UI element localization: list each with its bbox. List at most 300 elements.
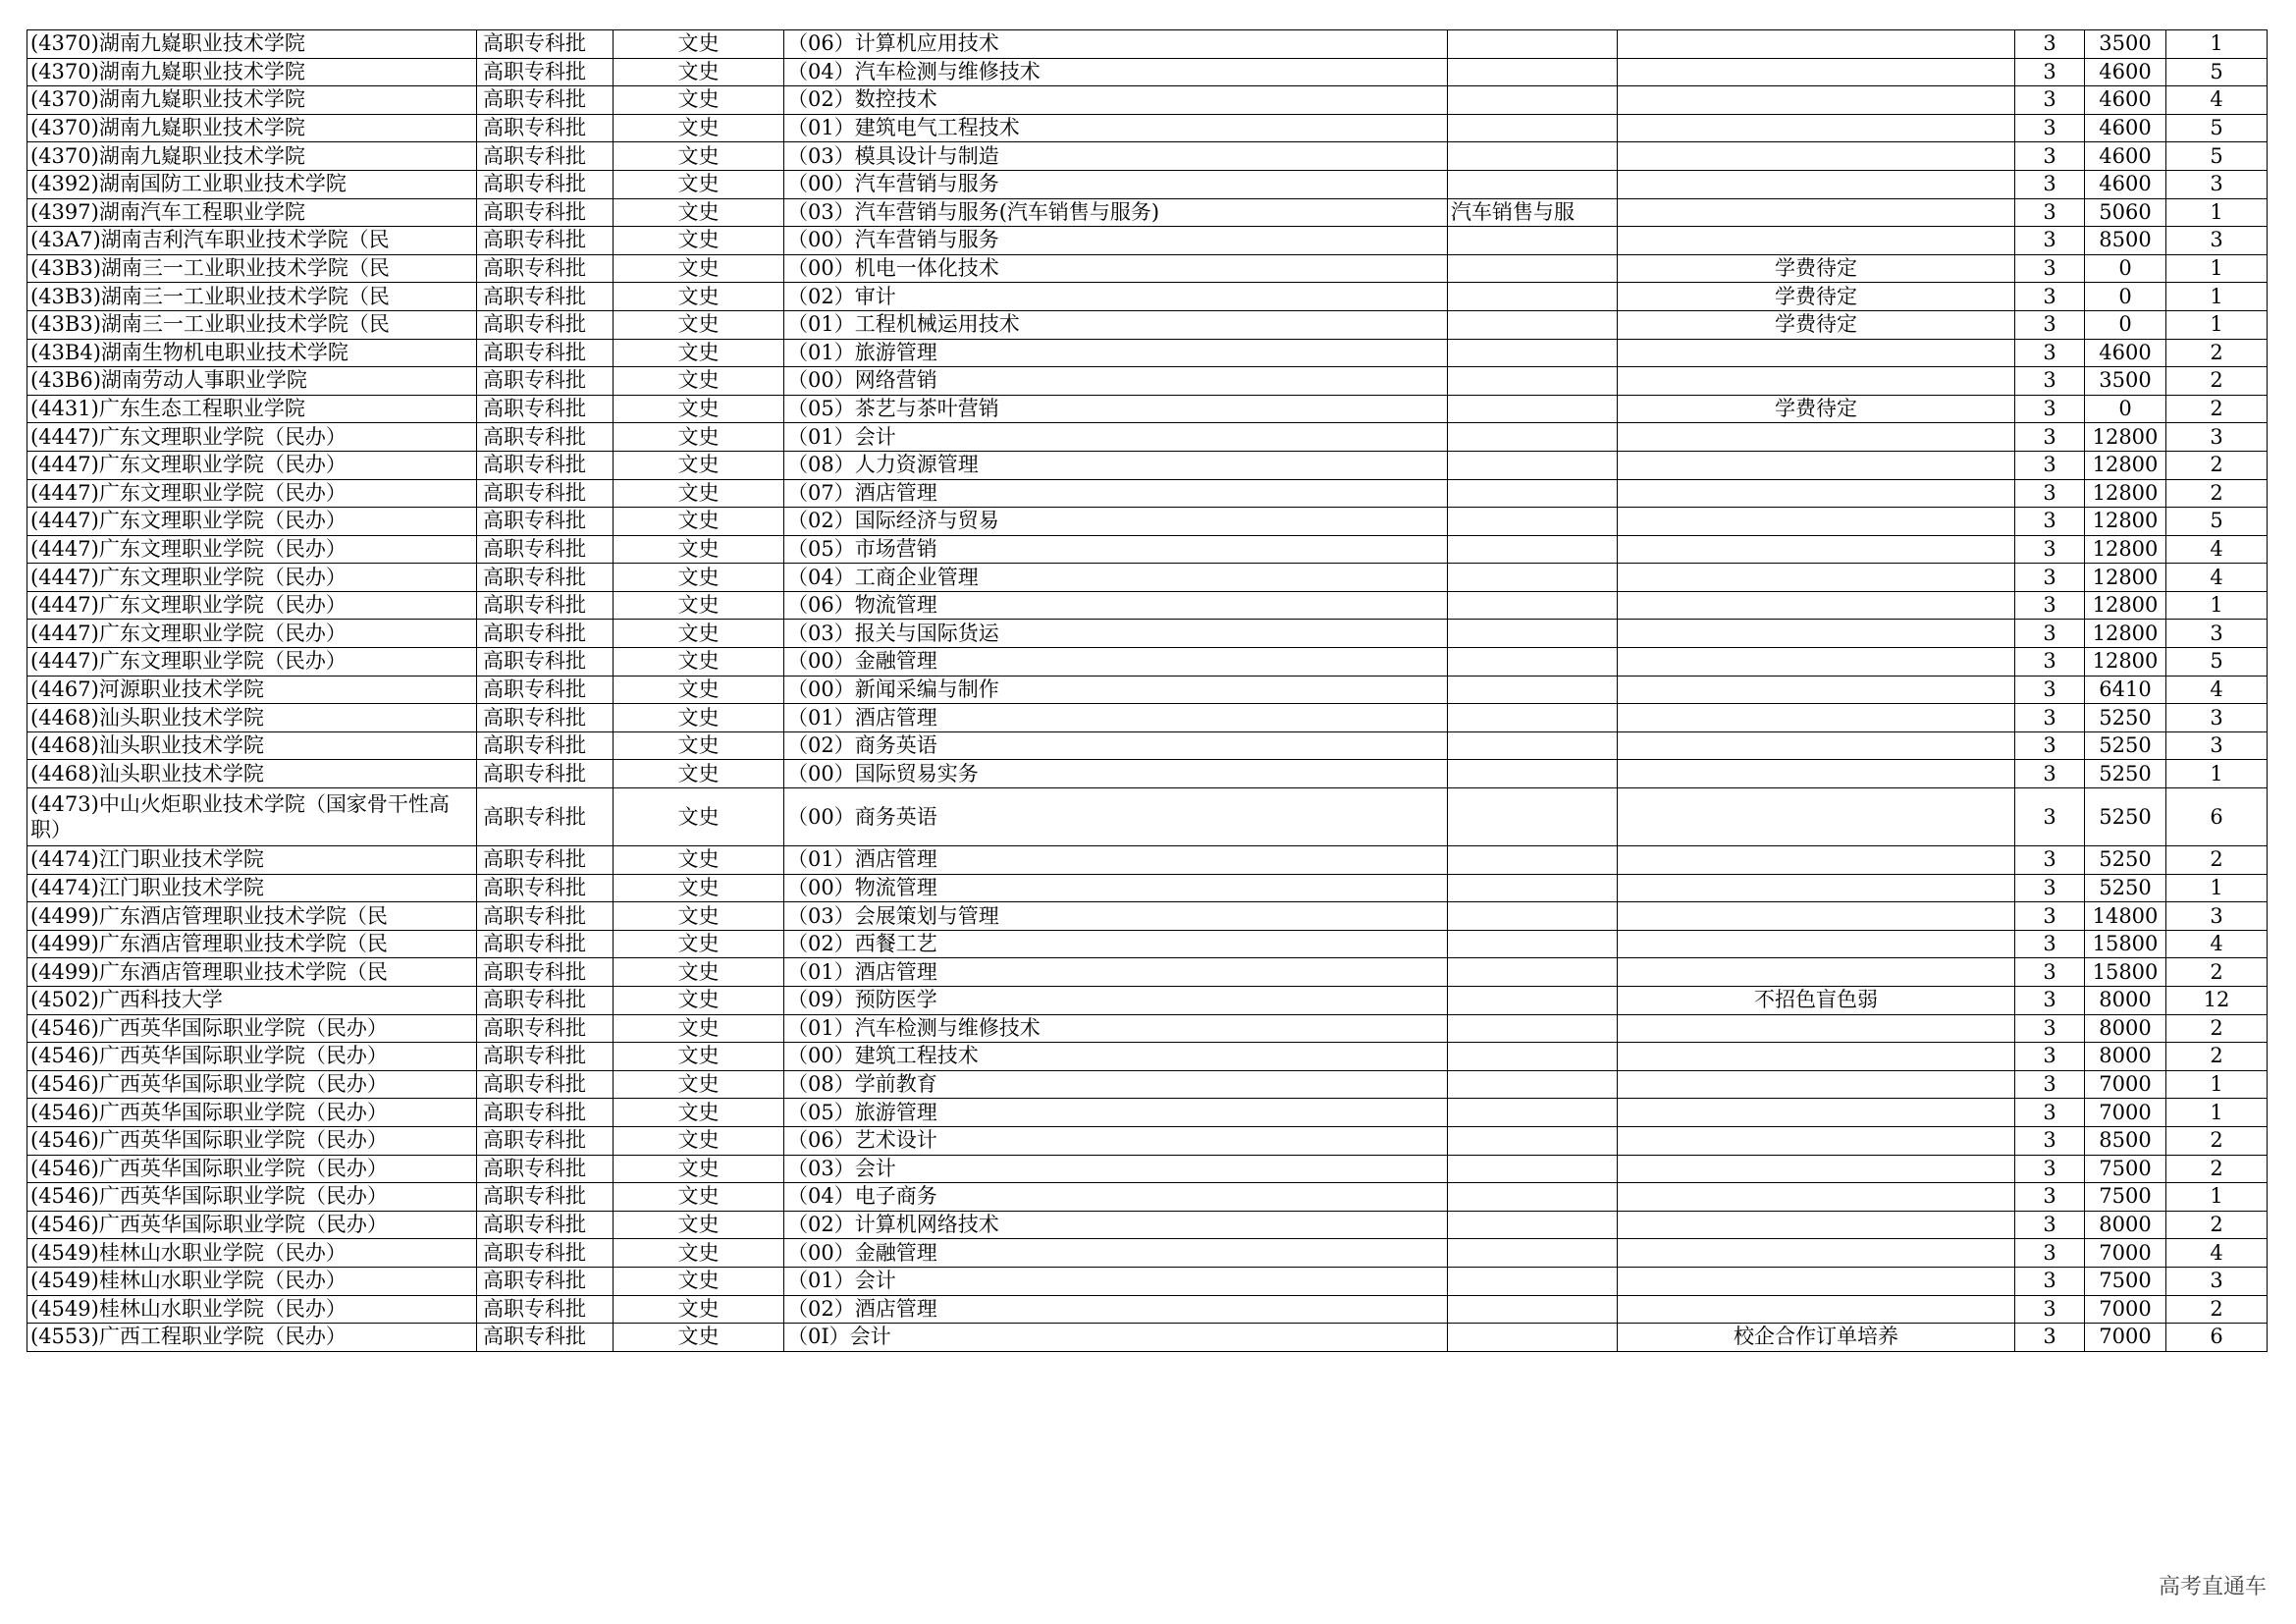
years-cell: 3 (2015, 451, 2085, 479)
major-cell: （03）会计 (784, 1155, 1448, 1183)
major-cell: （02）国际经济与贸易 (784, 508, 1448, 536)
note-cell: 学费待定 (1618, 395, 2015, 423)
direction-cell (1448, 170, 1618, 198)
school-cell: (4549)桂林山水职业学院（民办） (27, 1295, 477, 1324)
track-cell: 文史 (614, 987, 784, 1015)
years-cell: 3 (2015, 479, 2085, 508)
major-cell: （03）报关与国际货运 (784, 620, 1448, 648)
fee-cell: 5250 (2085, 704, 2166, 732)
school-cell: (4474)江门职业技术学院 (27, 846, 477, 875)
quota-cell: 1 (2166, 254, 2268, 283)
years-cell: 3 (2015, 676, 2085, 704)
note-cell (1618, 423, 2015, 452)
school-cell: (4468)汕头职业技术学院 (27, 731, 477, 760)
fee-cell: 5250 (2085, 760, 2166, 788)
years-cell: 3 (2015, 142, 2085, 171)
batch-cell: 高职专科批 (477, 760, 614, 788)
track-cell: 文史 (614, 58, 784, 86)
table-row (27, 591, 2268, 620)
batch-cell: 高职专科批 (477, 620, 614, 648)
track-cell: 文史 (614, 283, 784, 311)
table-row (27, 930, 2268, 958)
track-cell: 文史 (614, 788, 784, 846)
major-cell: （00）汽车营销与服务 (784, 170, 1448, 198)
school-cell: (43A7)湖南吉利汽车职业技术学院（民 (27, 227, 477, 255)
school-cell: (4549)桂林山水职业学院（民办） (27, 1239, 477, 1268)
direction-cell (1448, 451, 1618, 479)
major-cell: （04）电子商务 (784, 1183, 1448, 1212)
school-cell: (4431)广东生态工程职业学院 (27, 395, 477, 423)
batch-cell: 高职专科批 (477, 254, 614, 283)
direction-cell (1448, 1183, 1618, 1212)
direction-cell (1448, 254, 1618, 283)
note-cell (1618, 367, 2015, 396)
fee-cell: 12800 (2085, 620, 2166, 648)
years-cell: 3 (2015, 902, 2085, 931)
note-cell (1618, 1155, 2015, 1183)
quota-cell: 2 (2166, 451, 2268, 479)
direction-cell (1448, 648, 1618, 677)
major-cell: （01）会计 (784, 423, 1448, 452)
track-cell: 文史 (614, 676, 784, 704)
major-cell: （00）机电一体化技术 (784, 254, 1448, 283)
years-cell: 3 (2015, 1043, 2085, 1071)
direction-cell (1448, 760, 1618, 788)
table-row (27, 254, 2268, 283)
track-cell: 文史 (614, 170, 784, 198)
note-cell (1618, 1183, 2015, 1212)
table-row (27, 170, 2268, 198)
fee-cell: 12800 (2085, 648, 2166, 677)
note-cell (1618, 1239, 2015, 1268)
note-cell (1618, 1014, 2015, 1043)
school-cell: (4467)河源职业技术学院 (27, 676, 477, 704)
track-cell: 文史 (614, 1267, 784, 1295)
fee-cell: 14800 (2085, 902, 2166, 931)
batch-cell: 高职专科批 (477, 1070, 614, 1099)
direction-cell (1448, 1239, 1618, 1268)
track-cell: 文史 (614, 1099, 784, 1127)
school-cell: (4546)广西英华国际职业学院（民办） (27, 1155, 477, 1183)
direction-cell (1448, 535, 1618, 564)
fee-cell: 12800 (2085, 564, 2166, 592)
direction-cell (1448, 731, 1618, 760)
batch-cell: 高职专科批 (477, 591, 614, 620)
direction-cell (1448, 1211, 1618, 1239)
batch-cell: 高职专科批 (477, 958, 614, 987)
track-cell: 文史 (614, 620, 784, 648)
quota-cell: 4 (2166, 676, 2268, 704)
track-cell: 文史 (614, 114, 784, 142)
school-cell: (4546)广西英华国际职业学院（民办） (27, 1014, 477, 1043)
note-cell (1618, 874, 2015, 902)
direction-cell: 汽车销售与服 (1448, 198, 1618, 227)
table-row (27, 395, 2268, 423)
track-cell: 文史 (614, 731, 784, 760)
track-cell: 文史 (614, 846, 784, 875)
note-cell (1618, 648, 2015, 677)
fee-cell: 7000 (2085, 1239, 2166, 1268)
batch-cell: 高职专科批 (477, 788, 614, 846)
major-cell: （02）数控技术 (784, 86, 1448, 115)
batch-cell: 高职专科批 (477, 846, 614, 875)
school-cell: (4546)广西英华国际职业学院（民办） (27, 1099, 477, 1127)
major-cell: （02）审计 (784, 283, 1448, 311)
direction-cell (1448, 874, 1618, 902)
direction-cell (1448, 846, 1618, 875)
school-cell: (4447)广东文理职业学院（民办） (27, 479, 477, 508)
batch-cell: 高职专科批 (477, 283, 614, 311)
quota-cell: 1 (2166, 874, 2268, 902)
batch-cell: 高职专科批 (477, 1295, 614, 1324)
note-cell: 校企合作订单培养 (1618, 1324, 2015, 1352)
direction-cell (1448, 114, 1618, 142)
fee-cell: 0 (2085, 395, 2166, 423)
years-cell: 3 (2015, 1295, 2085, 1324)
fee-cell: 5250 (2085, 874, 2166, 902)
major-cell: （01）会计 (784, 1267, 1448, 1295)
years-cell: 3 (2015, 648, 2085, 677)
track-cell: 文史 (614, 1155, 784, 1183)
quota-cell: 3 (2166, 620, 2268, 648)
fee-cell: 4600 (2085, 58, 2166, 86)
years-cell: 3 (2015, 508, 2085, 536)
major-cell: （02）商务英语 (784, 731, 1448, 760)
track-cell: 文史 (614, 591, 784, 620)
batch-cell: 高职专科批 (477, 1183, 614, 1212)
quota-cell: 2 (2166, 479, 2268, 508)
note-cell (1618, 339, 2015, 367)
table-row (27, 1267, 2268, 1295)
fee-cell: 4600 (2085, 170, 2166, 198)
track-cell: 文史 (614, 1126, 784, 1155)
fee-cell: 7000 (2085, 1070, 2166, 1099)
quota-cell: 2 (2166, 958, 2268, 987)
fee-cell: 8500 (2085, 227, 2166, 255)
note-cell (1618, 1211, 2015, 1239)
quota-cell: 2 (2166, 1211, 2268, 1239)
track-cell: 文史 (614, 86, 784, 115)
school-cell: (4447)广东文理职业学院（民办） (27, 535, 477, 564)
note-cell (1618, 198, 2015, 227)
school-cell: (4447)广东文理职业学院（民办） (27, 591, 477, 620)
quota-cell: 5 (2166, 508, 2268, 536)
fee-cell: 8000 (2085, 987, 2166, 1015)
table-row (27, 788, 2268, 846)
track-cell: 文史 (614, 874, 784, 902)
fee-cell: 7500 (2085, 1267, 2166, 1295)
major-cell: （01）工程机械运用技术 (784, 310, 1448, 339)
track-cell: 文史 (614, 704, 784, 732)
direction-cell (1448, 1267, 1618, 1295)
batch-cell: 高职专科批 (477, 451, 614, 479)
note-cell (1618, 760, 2015, 788)
table-row (27, 535, 2268, 564)
years-cell: 3 (2015, 283, 2085, 311)
quota-cell: 1 (2166, 283, 2268, 311)
fee-cell: 8000 (2085, 1211, 2166, 1239)
fee-cell: 12800 (2085, 535, 2166, 564)
note-cell: 学费待定 (1618, 283, 2015, 311)
school-cell: (4468)汕头职业技术学院 (27, 760, 477, 788)
note-cell (1618, 1070, 2015, 1099)
quota-cell: 2 (2166, 339, 2268, 367)
batch-cell: 高职专科批 (477, 731, 614, 760)
school-cell: (43B3)湖南三一工业职业技术学院（民 (27, 310, 477, 339)
major-cell: （01）酒店管理 (784, 846, 1448, 875)
direction-cell (1448, 395, 1618, 423)
quota-cell: 6 (2166, 788, 2268, 846)
direction-cell (1448, 564, 1618, 592)
years-cell: 3 (2015, 535, 2085, 564)
direction-cell (1448, 930, 1618, 958)
quota-cell: 5 (2166, 142, 2268, 171)
major-cell: （03）模具设计与制造 (784, 142, 1448, 171)
table-row (27, 1211, 2268, 1239)
note-cell (1618, 142, 2015, 171)
enrollment-plan-table (27, 29, 2268, 1352)
table-row (27, 1155, 2268, 1183)
quota-cell: 4 (2166, 1239, 2268, 1268)
table-row (27, 58, 2268, 86)
school-cell: (4370)湖南九嶷职业技术学院 (27, 30, 477, 59)
track-cell: 文史 (614, 479, 784, 508)
quota-cell: 4 (2166, 86, 2268, 115)
table-row (27, 676, 2268, 704)
table-row (27, 283, 2268, 311)
quota-cell: 3 (2166, 423, 2268, 452)
batch-cell: 高职专科批 (477, 170, 614, 198)
years-cell: 3 (2015, 591, 2085, 620)
fee-cell: 6410 (2085, 676, 2166, 704)
school-cell: (4447)广东文理职业学院（民办） (27, 508, 477, 536)
direction-cell (1448, 30, 1618, 59)
major-cell: （03）汽车营销与服务(汽车销售与服务) (784, 198, 1448, 227)
quota-cell: 2 (2166, 1014, 2268, 1043)
school-cell: (4549)桂林山水职业学院（民办） (27, 1267, 477, 1295)
years-cell: 3 (2015, 198, 2085, 227)
note-cell (1618, 930, 2015, 958)
major-cell: （0I）会计 (784, 1324, 1448, 1352)
track-cell: 文史 (614, 1070, 784, 1099)
major-cell: （00）网络营销 (784, 367, 1448, 396)
quota-cell: 2 (2166, 1043, 2268, 1071)
track-cell: 文史 (614, 564, 784, 592)
track-cell: 文史 (614, 254, 784, 283)
years-cell: 3 (2015, 874, 2085, 902)
track-cell: 文史 (614, 1183, 784, 1212)
major-cell: （01）建筑电气工程技术 (784, 114, 1448, 142)
school-cell: (4546)广西英华国际职业学院（民办） (27, 1126, 477, 1155)
fee-cell: 12800 (2085, 508, 2166, 536)
table-row (27, 508, 2268, 536)
table-row (27, 1014, 2268, 1043)
note-cell (1618, 731, 2015, 760)
major-cell: （00）物流管理 (784, 874, 1448, 902)
direction-cell (1448, 58, 1618, 86)
batch-cell: 高职专科批 (477, 423, 614, 452)
batch-cell: 高职专科批 (477, 58, 614, 86)
note-cell (1618, 170, 2015, 198)
major-cell: （06）艺术设计 (784, 1126, 1448, 1155)
major-cell: （00）建筑工程技术 (784, 1043, 1448, 1071)
table-row (27, 1126, 2268, 1155)
quota-cell: 5 (2166, 114, 2268, 142)
track-cell: 文史 (614, 142, 784, 171)
years-cell: 3 (2015, 86, 2085, 115)
quota-cell: 3 (2166, 227, 2268, 255)
direction-cell (1448, 788, 1618, 846)
major-cell: （09）预防医学 (784, 987, 1448, 1015)
track-cell: 文史 (614, 1043, 784, 1071)
years-cell: 3 (2015, 1070, 2085, 1099)
years-cell: 3 (2015, 1155, 2085, 1183)
fee-cell: 3500 (2085, 30, 2166, 59)
quota-cell: 1 (2166, 1070, 2268, 1099)
years-cell: 3 (2015, 254, 2085, 283)
school-cell: (4392)湖南国防工业职业技术学院 (27, 170, 477, 198)
quota-cell: 3 (2166, 902, 2268, 931)
batch-cell: 高职专科批 (477, 1014, 614, 1043)
direction-cell (1448, 86, 1618, 115)
fee-cell: 4600 (2085, 339, 2166, 367)
batch-cell: 高职专科批 (477, 1099, 614, 1127)
quota-cell: 5 (2166, 58, 2268, 86)
school-cell: (4447)广东文理职业学院（民办） (27, 564, 477, 592)
watermark-text: 高考直通车 (2158, 1575, 2267, 1599)
major-cell: （00）国际贸易实务 (784, 760, 1448, 788)
years-cell: 3 (2015, 423, 2085, 452)
fee-cell: 12800 (2085, 451, 2166, 479)
years-cell: 3 (2015, 227, 2085, 255)
track-cell: 文史 (614, 535, 784, 564)
school-cell: (43B6)湖南劳动人事职业学院 (27, 367, 477, 396)
note-cell (1618, 535, 2015, 564)
table-row (27, 451, 2268, 479)
batch-cell: 高职专科批 (477, 310, 614, 339)
school-cell: (4546)广西英华国际职业学院（民办） (27, 1183, 477, 1212)
years-cell: 3 (2015, 620, 2085, 648)
track-cell: 文史 (614, 198, 784, 227)
track-cell: 文史 (614, 339, 784, 367)
major-cell: （00）金融管理 (784, 648, 1448, 677)
quota-cell: 1 (2166, 198, 2268, 227)
batch-cell: 高职专科批 (477, 987, 614, 1015)
direction-cell (1448, 620, 1618, 648)
quota-cell: 3 (2166, 170, 2268, 198)
fee-cell: 4600 (2085, 142, 2166, 171)
school-cell: (43B3)湖南三一工业职业技术学院（民 (27, 254, 477, 283)
note-cell: 不招色盲色弱 (1618, 987, 2015, 1015)
batch-cell: 高职专科批 (477, 508, 614, 536)
fee-cell: 7500 (2085, 1183, 2166, 1212)
table-row (27, 987, 2268, 1015)
batch-cell: 高职专科批 (477, 1211, 614, 1239)
fee-cell: 5250 (2085, 788, 2166, 846)
batch-cell: 高职专科批 (477, 564, 614, 592)
fee-cell: 5250 (2085, 731, 2166, 760)
quota-cell: 1 (2166, 310, 2268, 339)
direction-cell (1448, 339, 1618, 367)
quota-cell: 3 (2166, 1267, 2268, 1295)
major-cell: （02）酒店管理 (784, 1295, 1448, 1324)
major-cell: （01）酒店管理 (784, 704, 1448, 732)
major-cell: （01）酒店管理 (784, 958, 1448, 987)
fee-cell: 7000 (2085, 1324, 2166, 1352)
school-cell: (4447)广东文理职业学院（民办） (27, 620, 477, 648)
school-cell: (4546)广西英华国际职业学院（民办） (27, 1043, 477, 1071)
note-cell (1618, 451, 2015, 479)
direction-cell (1448, 987, 1618, 1015)
years-cell: 3 (2015, 1183, 2085, 1212)
note-cell: 学费待定 (1618, 310, 2015, 339)
school-cell: (4447)广东文理职业学院（民办） (27, 451, 477, 479)
note-cell (1618, 479, 2015, 508)
direction-cell (1448, 1070, 1618, 1099)
quota-cell: 2 (2166, 1155, 2268, 1183)
track-cell: 文史 (614, 1295, 784, 1324)
track-cell: 文史 (614, 508, 784, 536)
batch-cell: 高职专科批 (477, 339, 614, 367)
batch-cell: 高职专科批 (477, 874, 614, 902)
major-cell: （00）汽车营销与服务 (784, 227, 1448, 255)
fee-cell: 8000 (2085, 1014, 2166, 1043)
school-cell: (43B3)湖南三一工业职业技术学院（民 (27, 283, 477, 311)
major-cell: （00）新闻采编与制作 (784, 676, 1448, 704)
track-cell: 文史 (614, 1324, 784, 1352)
school-cell: (4370)湖南九嶷职业技术学院 (27, 86, 477, 115)
quota-cell: 2 (2166, 1126, 2268, 1155)
table-row (27, 339, 2268, 367)
note-cell (1618, 86, 2015, 115)
track-cell: 文史 (614, 423, 784, 452)
direction-cell (1448, 1014, 1618, 1043)
table-row (27, 1239, 2268, 1268)
track-cell: 文史 (614, 227, 784, 255)
track-cell: 文史 (614, 1014, 784, 1043)
years-cell: 3 (2015, 1014, 2085, 1043)
quota-cell: 4 (2166, 930, 2268, 958)
batch-cell: 高职专科批 (477, 30, 614, 59)
track-cell: 文史 (614, 1239, 784, 1268)
table-row (27, 423, 2268, 452)
major-cell: （04）工商企业管理 (784, 564, 1448, 592)
batch-cell: 高职专科批 (477, 1155, 614, 1183)
note-cell (1618, 1126, 2015, 1155)
school-cell: (4447)广东文理职业学院（民办） (27, 648, 477, 677)
fee-cell: 15800 (2085, 930, 2166, 958)
years-cell: 3 (2015, 731, 2085, 760)
school-cell: (4370)湖南九嶷职业技术学院 (27, 142, 477, 171)
direction-cell (1448, 1155, 1618, 1183)
quota-cell: 4 (2166, 535, 2268, 564)
years-cell: 3 (2015, 987, 2085, 1015)
note-cell (1618, 30, 2015, 59)
note-cell (1618, 227, 2015, 255)
years-cell: 3 (2015, 564, 2085, 592)
batch-cell: 高职专科批 (477, 1043, 614, 1071)
fee-cell: 5250 (2085, 846, 2166, 875)
table-row (27, 1070, 2268, 1099)
batch-cell: 高职专科批 (477, 676, 614, 704)
school-cell: (43B4)湖南生物机电职业技术学院 (27, 339, 477, 367)
batch-cell: 高职专科批 (477, 479, 614, 508)
quota-cell: 3 (2166, 731, 2268, 760)
school-cell: (4546)广西英华国际职业学院（民办） (27, 1070, 477, 1099)
table-row (27, 86, 2268, 115)
years-cell: 3 (2015, 339, 2085, 367)
track-cell: 文史 (614, 367, 784, 396)
